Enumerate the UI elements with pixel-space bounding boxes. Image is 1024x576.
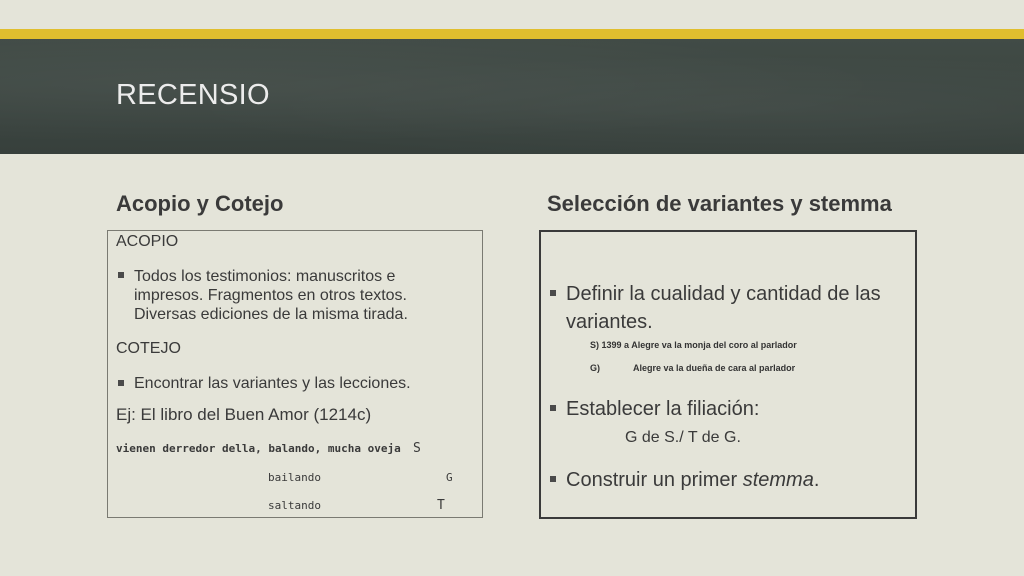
note-sigla-g: G) [590,363,600,373]
note-manuscript-s: S) 1399 a Alegre va la monja del coro al parlador [590,340,797,350]
variant-sigla-g: G [446,471,453,484]
acopio-bullet-line-2: impresos. Fragmentos en otros textos. [134,287,407,304]
top-margin [0,0,1024,29]
variant-saltando: saltando [268,499,321,512]
bullet-icon [118,272,124,278]
slide-title: RECENSIO [116,79,270,111]
bullet-icon [550,290,556,296]
bullet-icon [550,476,556,482]
bullet-3-stemma: stemma [742,469,814,491]
bullet-3-suffix: . [813,469,820,491]
acopio-bullet-line-3: Diversas ediciones de la misma tirada. [134,306,408,323]
acopio-bullet-line-1: Todos los testimonios: manuscritos e [134,268,396,285]
variant-sigla-t: T [437,498,445,513]
bullet-3-prefix: Construir un primer [566,469,743,491]
bullet-3 [566,467,819,494]
accent-bar [0,29,1024,39]
variantes-stemma-box [539,230,917,519]
left-column-heading: Acopio y Cotejo [116,191,284,216]
bullet-2: Establecer la filiación: [566,398,760,420]
title-band [0,39,1024,154]
cotejo-bullet: Encontrar las variantes y las lecciones. [134,375,411,392]
cotejo-label: COTEJO [116,340,181,357]
bullet-icon [550,405,556,411]
verse-sigla-s: S [413,441,421,456]
example-line: Ej: El libro del Buen Amor (1214c) [116,405,372,424]
verse-line: vienen derredor della, balando, mucha oveja [116,442,401,455]
right-column-heading: Selección de variantes y stemma [547,191,892,216]
bullet-icon [118,380,124,386]
acopio-cotejo-box [107,230,483,518]
bullet-1-line-1: Definir la cualidad y cantidad de las [566,283,881,305]
acopio-label: ACOPIO [116,233,179,250]
variant-bailando: bailando [268,471,321,484]
filiation-formula: G de S./ T de G. [625,429,741,446]
note-manuscript-g: Alegre va la dueña de cara al parlador [633,363,796,373]
bullet-1-line-2: variantes. [566,311,653,333]
